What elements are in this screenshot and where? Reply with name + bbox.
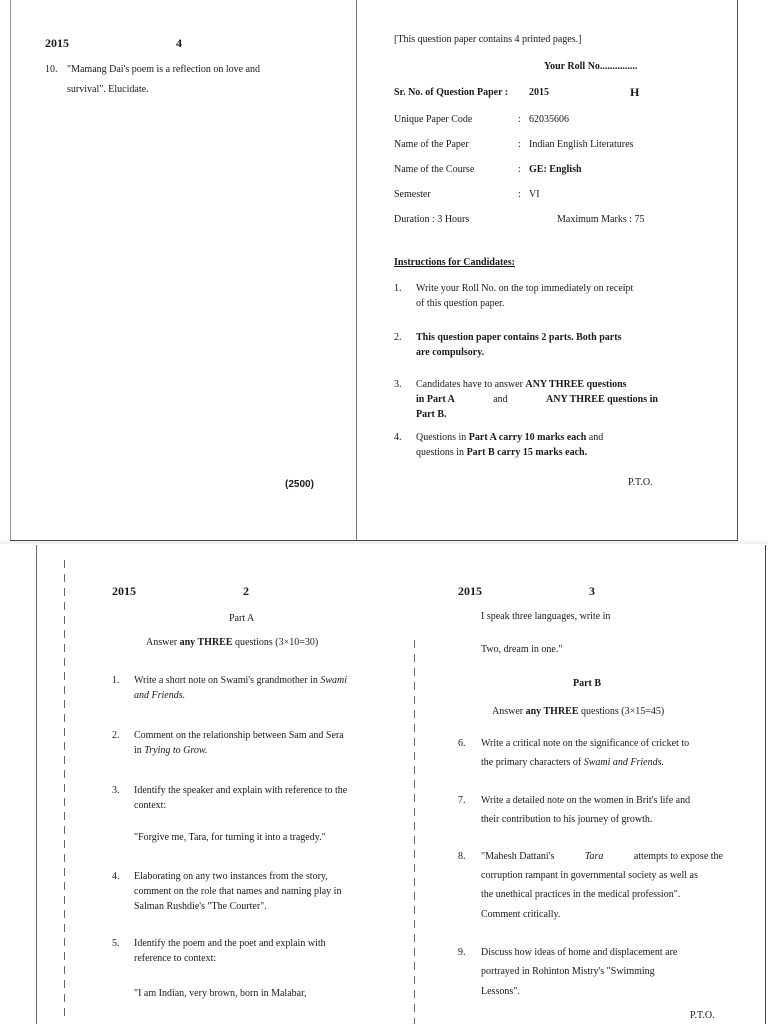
year-header: 2015: [112, 584, 136, 598]
center-fold: [356, 0, 357, 540]
serial-value: 2015: [529, 87, 549, 98]
instruction-text: Part B.: [416, 409, 447, 420]
part-heading: Part B: [573, 678, 602, 689]
field-value: 62035606: [529, 114, 569, 125]
instruction-fragment: questions (3×15=45): [581, 706, 665, 717]
instruction-text: [416, 432, 603, 443]
book-title: Swami and Friends.: [583, 757, 665, 768]
instruction-fragment: Candidates have to answer: [416, 379, 523, 390]
instruction-text: This question paper contains 2 parts. Both parts: [416, 332, 622, 343]
field-label: Unique Paper Code: [394, 114, 473, 125]
question-text: Elaborating on any two instances from the story,: [134, 871, 328, 882]
instruction-fragment: Questions in: [416, 432, 467, 443]
quoted-passage: "I am Indian, very brown, born in Malabar,: [134, 988, 307, 999]
question-text: Comment critically.: [481, 909, 561, 920]
play-title: Tara: [584, 851, 604, 862]
question-number: 7.: [458, 795, 466, 806]
question-number: 9.: [458, 947, 466, 958]
instruction-emphasis: any THREE: [525, 706, 579, 717]
instruction-emphasis: Part B carry 15 marks each.: [466, 447, 588, 458]
instruction-fragment: and: [588, 432, 604, 443]
year-header: 2015: [45, 36, 69, 50]
maximum-marks: Maximum Marks : 75: [557, 214, 645, 225]
page-number: 4: [176, 36, 182, 50]
instructions-heading: Instructions for Candidates:: [394, 257, 515, 268]
question-text: corruption rampant in governmental society as well as: [481, 870, 698, 881]
question-text: Write a detailed note on the women in Brit's life and: [481, 795, 691, 806]
left-page-edge: [36, 545, 37, 1024]
question-number: 6.: [458, 738, 466, 749]
instruction-text: [416, 447, 587, 458]
center-fold: [414, 640, 415, 1024]
roll-number-field: Your Roll No...............: [544, 61, 638, 72]
right-page-edge: [737, 0, 738, 540]
question-text: Salman Rushdie's "The Courter".: [134, 901, 267, 912]
field-value: GE: English: [529, 164, 582, 175]
question-text: Write a critical note on the significance of cricket to: [481, 738, 690, 749]
instruction-emphasis: any THREE: [179, 637, 233, 648]
question-text: comment on the role that names and naming play in: [134, 886, 342, 897]
question-number: 4.: [112, 871, 120, 882]
question-fragment: in: [134, 745, 142, 756]
instruction-text: of this question paper.: [416, 298, 505, 309]
question-text: context:: [134, 800, 167, 811]
quoted-passage: I speak three languages, write in: [481, 611, 611, 622]
field-label: Semester: [394, 189, 431, 200]
question-text: [134, 675, 347, 686]
printed-pages-note: [This question paper contains 4 printed pages.]: [394, 34, 582, 45]
question-text: portrayed in Rohinton Mistry's "Swimming: [481, 966, 655, 977]
instruction-fragment: Answer: [146, 637, 178, 648]
question-number: 8.: [458, 851, 466, 862]
scan-separator: [0, 541, 768, 544]
instruction-number: 1.: [394, 283, 402, 294]
serial-label: Sr. No. of Question Paper :: [394, 87, 509, 98]
duration: Duration : 3 Hours: [394, 214, 470, 225]
page-number: 3: [589, 584, 595, 598]
book-title: and Friends.: [134, 690, 186, 701]
field-label: Name of the Paper: [394, 139, 469, 150]
question-text: Lessons".: [481, 986, 520, 997]
question-text: Comment on the relationship between Sam and Sera: [134, 730, 344, 741]
instruction-text: are compulsory.: [416, 347, 485, 358]
question-text: [481, 757, 664, 768]
field-value: VI: [529, 189, 540, 200]
right-page-edge: [765, 545, 766, 1024]
instruction-emphasis: ANY THREE questions in: [546, 394, 658, 405]
instruction-number: 2.: [394, 332, 402, 343]
question-text: [481, 851, 723, 862]
question-text: reference to context:: [134, 953, 217, 964]
instruction-fragment: questions (3×10=30): [235, 637, 319, 648]
part-heading: Part A: [229, 613, 255, 624]
pto-marker: P.T.O.: [628, 477, 653, 488]
instruction-emphasis: in Part A: [416, 394, 455, 405]
question-fragment: "Mahesh Dattani's: [481, 851, 555, 862]
part-instruction: [146, 637, 318, 648]
question-number: 1.: [112, 675, 120, 686]
question-number: 2.: [112, 730, 120, 741]
field-colon: :: [518, 114, 521, 125]
instruction-fragment: Answer: [492, 706, 524, 717]
left-page-edge: [10, 0, 11, 540]
quoted-passage: "Forgive me, Tara, for turning it into a tragedy.": [134, 832, 326, 843]
year-header: 2015: [458, 584, 482, 598]
question-text: Discuss how ideas of home and displacement are: [481, 947, 678, 958]
question-number: 10.: [45, 64, 58, 75]
page-number: 2: [243, 584, 249, 598]
instruction-text: Write your Roll No. on the top immediately on receipt: [416, 283, 634, 294]
question-fragment: attempts to expose the: [633, 851, 723, 862]
field-colon: :: [518, 139, 521, 150]
question-number: 5.: [112, 938, 120, 949]
question-number: 3.: [112, 785, 120, 796]
instruction-number: 4.: [394, 432, 402, 443]
question-text: the unethical practices in the medical profession".: [481, 889, 681, 900]
instruction-fragment: and: [493, 394, 508, 405]
copies-count: (2500): [285, 479, 314, 490]
field-colon: :: [518, 164, 521, 175]
field-value: Indian English Literatures: [529, 139, 634, 150]
question-text: their contribution to his journey of growth.: [481, 814, 653, 825]
quoted-passage: Two, dream in one.": [481, 644, 563, 655]
question-text: [134, 690, 185, 701]
question-text: "Mamang Dai's poem is a reflection on love and: [67, 64, 261, 75]
book-title: Trying to Grow.: [144, 745, 208, 756]
book-title: Swami: [320, 675, 348, 686]
set-code: H: [630, 85, 640, 99]
instruction-fragment: questions in: [416, 447, 465, 458]
instruction-number: 3.: [394, 379, 402, 390]
question-text: Identify the poem and the poet and explain with: [134, 938, 326, 949]
instruction-text: [416, 379, 627, 390]
field-label: Name of the Course: [394, 164, 475, 175]
instruction-emphasis: ANY THREE questions: [525, 379, 627, 390]
instruction-emphasis: Part A carry 10 marks each: [468, 432, 587, 443]
field-colon: :: [518, 189, 521, 200]
part-instruction: [492, 706, 664, 717]
question-text: Identify the speaker and explain with reference to the: [134, 785, 348, 796]
pto-marker: P.T.O.: [690, 1010, 715, 1021]
question-fragment: Write a short note on Swami's grandmother in: [134, 675, 318, 686]
question-text: [134, 745, 207, 756]
left-margin-marks: [64, 560, 65, 1020]
question-text: survival". Elucidate.: [67, 84, 149, 95]
instruction-text: [416, 394, 658, 405]
question-fragment: the primary characters of: [481, 757, 582, 768]
